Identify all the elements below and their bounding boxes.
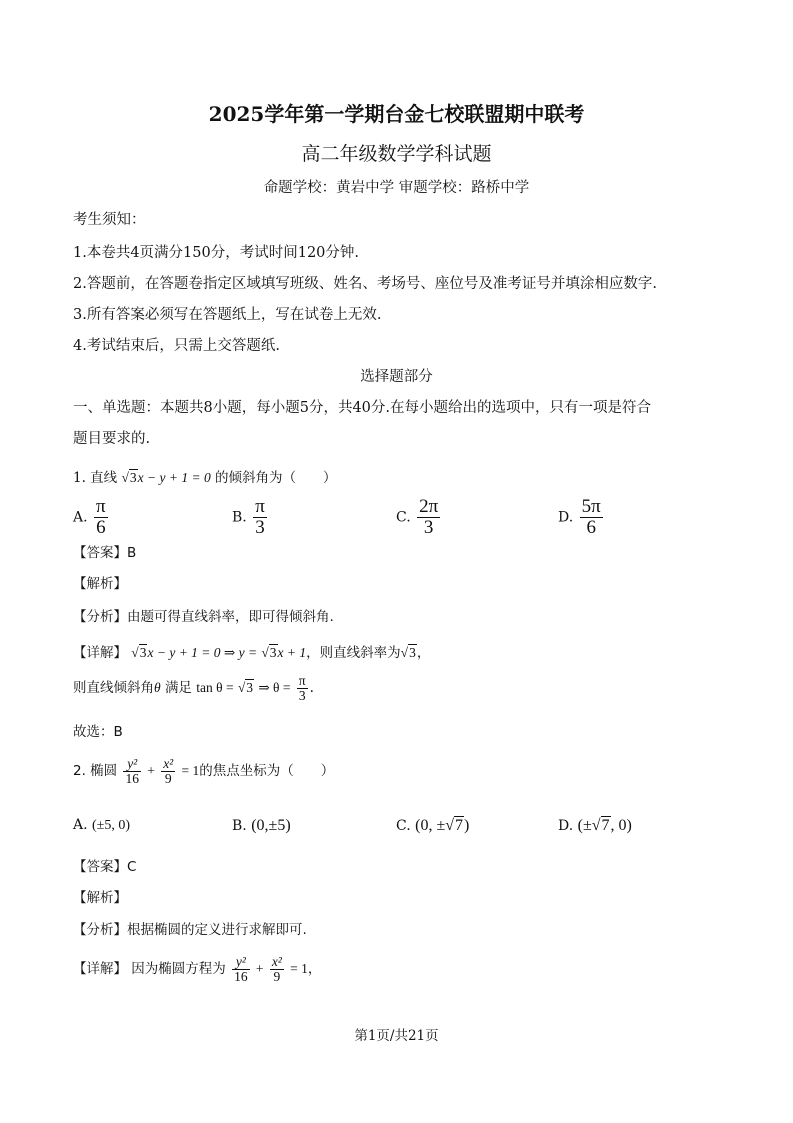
q1-answer [73,541,136,561]
q2-analysis-tag: 【解析】 [73,890,127,906]
q1-fenxi: 【分析】由题可得直线斜率，即可得倾斜角. [73,609,334,625]
notice-item-4: 4.考试结束后，只需上交答题纸. [73,338,280,354]
answer-value: B [127,545,137,561]
q1-stem [73,466,337,486]
q1-prefix: 1. 直线 [73,470,118,486]
q1-suffix: 的倾斜角为（ ） [215,470,337,486]
q1-analysis-tag: 【解析】 [73,576,127,592]
answer-tag: 【答案】 [73,545,127,561]
notice-item-2: 2.答题前，在答题卷指定区域填写班级、姓名、考场号、座位号及准考证号并填涂相应数字. [73,276,657,292]
page-footer: 第1页/共21页 [354,1028,439,1044]
q1-option-b: B. $\frac{\pi}{3}$ [232,496,265,538]
q2-fenxi: 【分析】根据椭圆的定义进行求解即可. [73,922,307,938]
q2-stem: 2. 椭圆 $\frac{\text{y²}}{16}$ + $\frac{\text{x²}}{9}$ = 1的焦点坐标为（ ） [73,756,335,787]
exam-title: 2025学年第一学期台金七校联盟期中联考 [208,102,585,126]
notice-heading: 考生须知： [73,212,146,228]
q2-detail: 【详解】 因为椭圆方程为 $\frac{\text{y²}}{16}$ + $\frac{\text{x²}}{9}$ = 1， [73,954,322,985]
q1-equation: x − y + 1 = 0 [137,470,211,485]
q1-option-a: A. $\frac{\pi}{6}$ [73,496,106,538]
notice-item-3: 3.所有答案必须写在答题纸上，写在试卷上无效. [73,307,382,323]
q2-option-b: B. (0,±5) [232,817,291,834]
exam-subtitle: 高二年级数学学科试题 [301,143,492,165]
q2-option-c: C. (0, ±√7) [396,817,470,834]
notice-item-1: 1.本卷共4页满分150分，考试时间120分钟. [73,245,360,261]
q2-answer: 【答案】C [73,859,137,875]
sqrt-icon: √3 [121,470,137,485]
q1-option-c: C. $\frac{2\pi}{3}$ [396,496,439,538]
q2-option-a: A. (±5, 0) [73,817,131,833]
q1-option-d: D. $\frac{5\pi}{6}$ [558,496,601,538]
section-title: 选择题部分 [360,369,433,385]
q1-choose: 故选：B [73,724,123,740]
q1-detail: 【详解】 √3x − y + 1 = 0 ⇒ y = √3x + 1，则直线斜率为√3， [73,645,431,661]
q1-detail-line2: 则直线倾斜角θ 满足 tan θ = √3 ⇒ θ = $\frac{\pi}{3}$ . [73,673,314,704]
exam-schools: 命题学校：黄岩中学 审题学校：路桥中学 [263,180,530,196]
section-instruction-1: 一、单选题：本题共8小题，每小题5分，共40分.在每小题给出的选项中，只有一项是符合 [73,400,652,416]
q2-option-d: D. (±√7, 0) [558,817,632,834]
section-instruction-2: 题目要求的. [73,431,151,447]
